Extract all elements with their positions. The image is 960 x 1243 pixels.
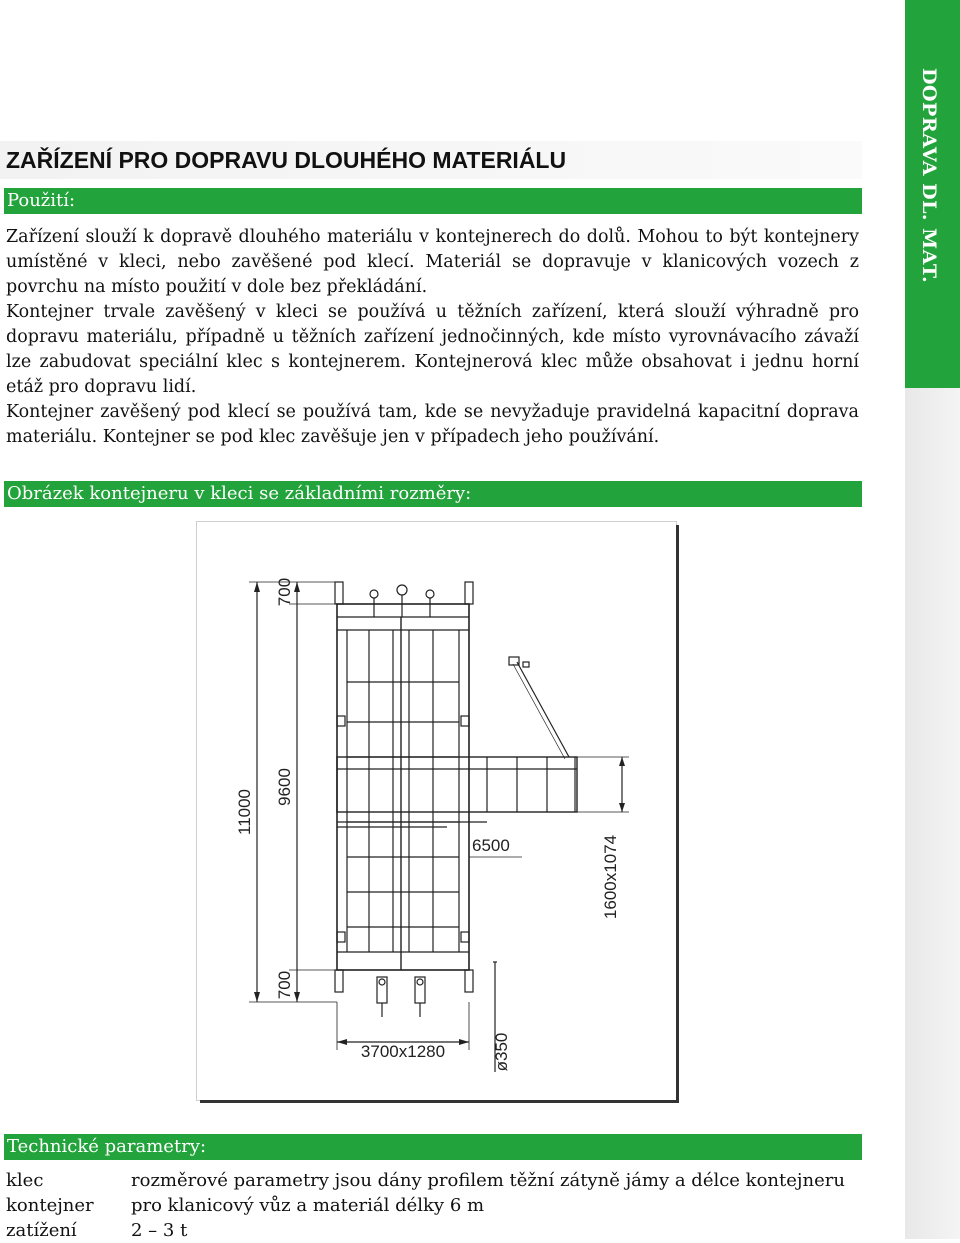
technical-heading: Technické parametry:: [4, 1134, 862, 1160]
usage-paragraph-2: Kontejner trvale zavěšený v kleci se používá u těžních zařízení, která slouží výhradně pro dopravu materiálu, případně u těžních zařízení jednočinných, kde místo vyrovnávacího závaží lze zabudovat speciální klec s kontejnerem. Kontejnerová klec může obsahovat i jednu horní etáž pro dopravu lidí.: [6, 302, 859, 397]
param-value: rozměrové parametry jsou dány profilem těžní zátyně jámy a délce kontejneru: [131, 1170, 845, 1191]
technical-parameters-table: [6, 1168, 856, 1243]
dim-bottom-section: 700: [275, 970, 294, 1000]
table-row: [6, 1193, 856, 1218]
container-drawing: [197, 522, 676, 1100]
table-row: [6, 1168, 856, 1193]
table-row: [6, 1218, 856, 1243]
param-key: kontejner: [6, 1195, 94, 1216]
technical-drawing: [197, 522, 676, 1100]
cage-frame: [337, 604, 469, 970]
dim-wagon-size: 1600x1074: [601, 834, 620, 920]
param-value: 2 – 3 t: [131, 1220, 188, 1241]
usage-text: [6, 225, 859, 450]
page-title: ZAŘÍZENÍ PRO DOPRAVU DLOUHÉHO MATERIÁLU: [6, 147, 567, 173]
usage-heading: Použití:: [4, 188, 862, 214]
side-tab-label: DOPRAVA DL. MAT.: [918, 68, 940, 284]
param-key: zatížení: [6, 1220, 77, 1241]
usage-paragraph-3: Kontejner zavěšený pod klecí se používá tam, kde se nevyžaduje pravidelná kapacitní doprava materiálu. Kontejner se pod klec zavěšuje jen v případech jeho používání.: [6, 402, 859, 447]
dim-inner-height: 9600: [275, 768, 294, 806]
dim-top-section: 700: [275, 577, 294, 607]
figure-heading: Obrázek kontejneru v kleci se základními rozměry:: [4, 481, 862, 507]
dim-total-height: 11000: [235, 788, 254, 836]
param-key: klec: [6, 1170, 44, 1191]
top-hangers: [335, 582, 473, 617]
dim-arm-length: 6500: [472, 836, 510, 855]
dim-wheel-diameter: ø350: [492, 1032, 511, 1072]
side-tab-lower: [905, 388, 960, 1239]
usage-paragraph-1: Zařízení slouží k dopravě dlouhého materiálu v kontejnerech do dolů. Mohou to být kontejnery umístěné v kleci, nebo zavěšené pod klecí. Materiál se dopravuje v klanicových vozech z povrchu na místo použití v dole bez překládání.: [6, 227, 859, 297]
param-value: pro klanicový vůz a materiál délky 6 m: [131, 1195, 485, 1216]
dim-base-size: 3700x1280: [360, 1042, 446, 1061]
